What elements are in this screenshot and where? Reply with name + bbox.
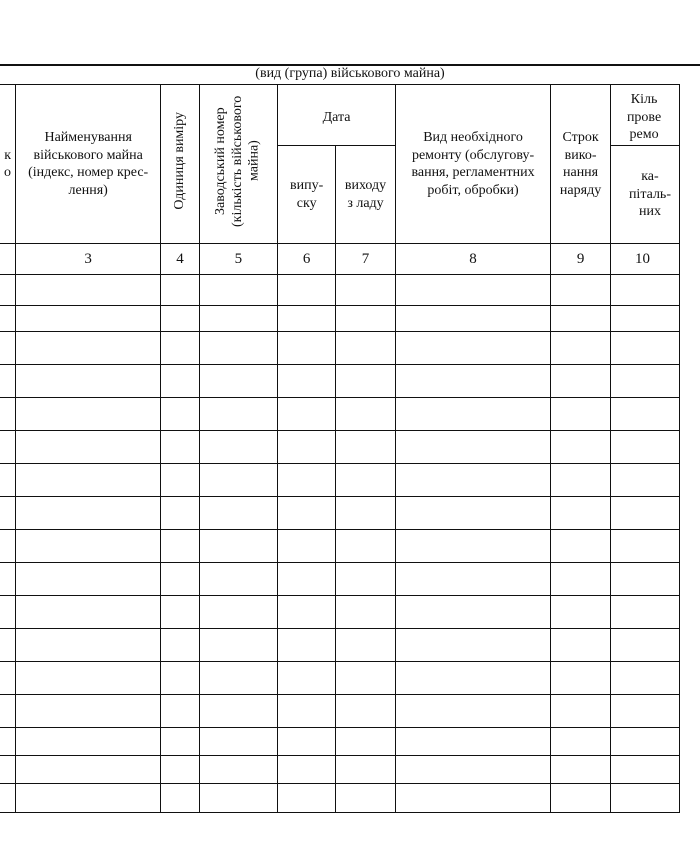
column-number: 6 — [278, 244, 336, 275]
table-cell — [395, 695, 550, 728]
table-cell — [610, 464, 679, 497]
table-cell — [161, 629, 199, 662]
table-cell — [161, 306, 199, 332]
table-cell — [161, 756, 199, 784]
header-cell-date: Дата — [278, 85, 396, 146]
column-number-row — [0, 244, 680, 275]
table-cell — [199, 431, 278, 464]
table-cell — [16, 332, 161, 365]
table-cell — [0, 662, 16, 695]
table-cell — [199, 784, 278, 813]
table-cell — [199, 275, 278, 306]
table-cell — [551, 497, 611, 530]
table-cell — [161, 563, 199, 596]
table-cell — [395, 431, 550, 464]
table-row — [0, 306, 680, 332]
table-cell — [0, 756, 16, 784]
table-cell — [16, 365, 161, 398]
table-row — [0, 398, 680, 431]
table-cell — [16, 530, 161, 563]
table-cell — [610, 306, 679, 332]
table-cell — [0, 596, 16, 629]
table-cell — [278, 695, 336, 728]
table-cell — [610, 563, 679, 596]
table-cell — [16, 563, 161, 596]
table-cell — [336, 629, 396, 662]
table-row — [0, 530, 680, 563]
table-cell — [395, 365, 550, 398]
header-cell-serial: Заводський номер (кількість військового майна) — [199, 85, 278, 244]
table-cell — [551, 695, 611, 728]
table-cell — [199, 563, 278, 596]
table-cell — [336, 784, 396, 813]
column-number-blank — [0, 244, 16, 275]
table-cell — [551, 464, 611, 497]
table-cell — [278, 464, 336, 497]
column-number: 4 — [161, 244, 199, 275]
table-cell — [395, 563, 550, 596]
table-cell — [610, 275, 679, 306]
table-cell — [336, 695, 396, 728]
table-cell — [161, 464, 199, 497]
table-cell — [395, 728, 550, 756]
table-cell — [0, 530, 16, 563]
table-cell — [278, 398, 336, 431]
table-cell — [551, 365, 611, 398]
table-cell — [278, 431, 336, 464]
column-number: 8 — [395, 244, 550, 275]
table-cell — [336, 332, 396, 365]
table-cell — [551, 596, 611, 629]
table-cell — [199, 662, 278, 695]
table-cell — [0, 365, 16, 398]
column-number: 3 — [16, 244, 161, 275]
table-cell — [161, 662, 199, 695]
table-cell — [610, 695, 679, 728]
table-cell — [551, 431, 611, 464]
table-row — [0, 756, 680, 784]
table-cell — [610, 365, 679, 398]
table-row — [0, 497, 680, 530]
table-cell — [161, 784, 199, 813]
table-cell — [161, 431, 199, 464]
table-cell — [395, 530, 550, 563]
table-cell — [336, 530, 396, 563]
table-cell — [278, 596, 336, 629]
table-cell — [610, 332, 679, 365]
table-cell — [161, 398, 199, 431]
table-cell — [610, 629, 679, 662]
table-cell — [0, 563, 16, 596]
table-cell — [278, 275, 336, 306]
table-cell — [199, 464, 278, 497]
table-cell — [395, 756, 550, 784]
table-cell — [0, 695, 16, 728]
table-cell — [16, 306, 161, 332]
table-row — [0, 662, 680, 695]
table-cell — [16, 596, 161, 629]
table-cell — [395, 275, 550, 306]
header-cell-name: Найменування військового майна (індекс, номер крес-лення) — [16, 85, 161, 244]
table-cell — [610, 662, 679, 695]
table-row — [0, 728, 680, 756]
table-cell — [16, 464, 161, 497]
table-cell — [278, 365, 336, 398]
table-cell — [199, 398, 278, 431]
table-cell — [161, 332, 199, 365]
table-cell — [161, 365, 199, 398]
table-cell — [278, 497, 336, 530]
table-cell — [336, 306, 396, 332]
column-number: 7 — [336, 244, 396, 275]
table-row — [0, 365, 680, 398]
table-cell — [0, 497, 16, 530]
table-cell — [395, 398, 550, 431]
table-cell — [278, 728, 336, 756]
header-cell-capital: ка- піталь- них — [610, 146, 679, 244]
table-cell — [16, 756, 161, 784]
table-cell — [16, 497, 161, 530]
header-cell-unit: Одиниця виміру — [161, 85, 199, 244]
table-cell — [0, 332, 16, 365]
table-cell — [551, 398, 611, 431]
table-cell — [336, 431, 396, 464]
table-cell — [551, 728, 611, 756]
table-cell — [199, 629, 278, 662]
table-row — [0, 431, 680, 464]
table-cell — [551, 530, 611, 563]
table-cell — [551, 332, 611, 365]
table-cell — [0, 431, 16, 464]
table-cell — [278, 563, 336, 596]
table-cell — [336, 398, 396, 431]
table-cell — [610, 756, 679, 784]
group-caption: (вид (група) військового майна) — [255, 66, 445, 81]
header-cell-term: Строк вико- нання наряду — [551, 85, 611, 244]
table-cell — [161, 530, 199, 563]
table-cell — [336, 563, 396, 596]
table-row — [0, 563, 680, 596]
table-row — [0, 275, 680, 306]
table-cell — [395, 596, 550, 629]
table-cell — [610, 530, 679, 563]
table-cell — [199, 728, 278, 756]
table-cell — [395, 332, 550, 365]
table-cell — [610, 784, 679, 813]
table-cell — [551, 629, 611, 662]
table-cell — [610, 728, 679, 756]
table-cell — [610, 398, 679, 431]
table-cell — [16, 784, 161, 813]
table-cell — [610, 431, 679, 464]
repair-request-table — [0, 84, 680, 813]
table-cell — [336, 662, 396, 695]
table-cell — [395, 464, 550, 497]
table-cell — [336, 756, 396, 784]
table-cell — [278, 629, 336, 662]
table-cell — [278, 306, 336, 332]
header-cell-date-release: випу- ску — [278, 146, 336, 244]
table-cell — [551, 275, 611, 306]
table-cell — [16, 398, 161, 431]
table-cell — [16, 662, 161, 695]
table-cell — [551, 784, 611, 813]
table-cell — [161, 275, 199, 306]
table-cell — [16, 275, 161, 306]
table-cell — [336, 728, 396, 756]
table-cell — [336, 464, 396, 497]
table-cell — [551, 306, 611, 332]
table-cell — [0, 629, 16, 662]
column-number: 10 — [610, 244, 679, 275]
table-cell — [395, 784, 550, 813]
table-cell — [610, 596, 679, 629]
header-row-1 — [0, 85, 680, 146]
table-cell — [0, 306, 16, 332]
table-cell — [551, 563, 611, 596]
table-row — [0, 332, 680, 365]
table-cell — [199, 695, 278, 728]
table-cell — [336, 497, 396, 530]
table-row — [0, 596, 680, 629]
table-cell — [199, 596, 278, 629]
table-cell — [610, 497, 679, 530]
table-cell — [0, 398, 16, 431]
table-cell — [161, 728, 199, 756]
table-cell — [199, 332, 278, 365]
table-cell — [551, 756, 611, 784]
header-cell-count: Кіль прове ремо — [610, 85, 679, 146]
table-cell — [278, 784, 336, 813]
table-cell — [161, 596, 199, 629]
table-cell — [199, 497, 278, 530]
table-cell — [278, 662, 336, 695]
table-cell — [278, 530, 336, 563]
table-cell — [336, 596, 396, 629]
table-row — [0, 695, 680, 728]
table-cell — [161, 695, 199, 728]
table-row — [0, 464, 680, 497]
table-cell — [199, 530, 278, 563]
table-cell — [278, 756, 336, 784]
table-cell — [336, 275, 396, 306]
table-cell — [395, 306, 550, 332]
table-cell — [0, 784, 16, 813]
table-cell — [199, 365, 278, 398]
table-cell — [336, 365, 396, 398]
header-cell-date-failure: виходу з ладу — [336, 146, 396, 244]
table-row — [0, 629, 680, 662]
table-cell — [0, 464, 16, 497]
column-number: 9 — [551, 244, 611, 275]
table-cell — [0, 275, 16, 306]
table-cell — [395, 497, 550, 530]
table-cell — [16, 431, 161, 464]
column-number: 5 — [199, 244, 278, 275]
table-cell — [161, 497, 199, 530]
header-cell-repair-type: Вид необхідного ремонту (обслугову-вання, регламентних робіт, обробки) — [395, 85, 550, 244]
table-cell — [16, 695, 161, 728]
table-cell — [0, 728, 16, 756]
table-cell — [16, 629, 161, 662]
table-row — [0, 784, 680, 813]
table-cell — [199, 306, 278, 332]
table-cell — [395, 662, 550, 695]
header-cell-col2: к о — [0, 85, 16, 244]
table-cell — [395, 629, 550, 662]
table-cell — [16, 728, 161, 756]
table-cell — [199, 756, 278, 784]
table-cell — [278, 332, 336, 365]
table-cell — [551, 662, 611, 695]
